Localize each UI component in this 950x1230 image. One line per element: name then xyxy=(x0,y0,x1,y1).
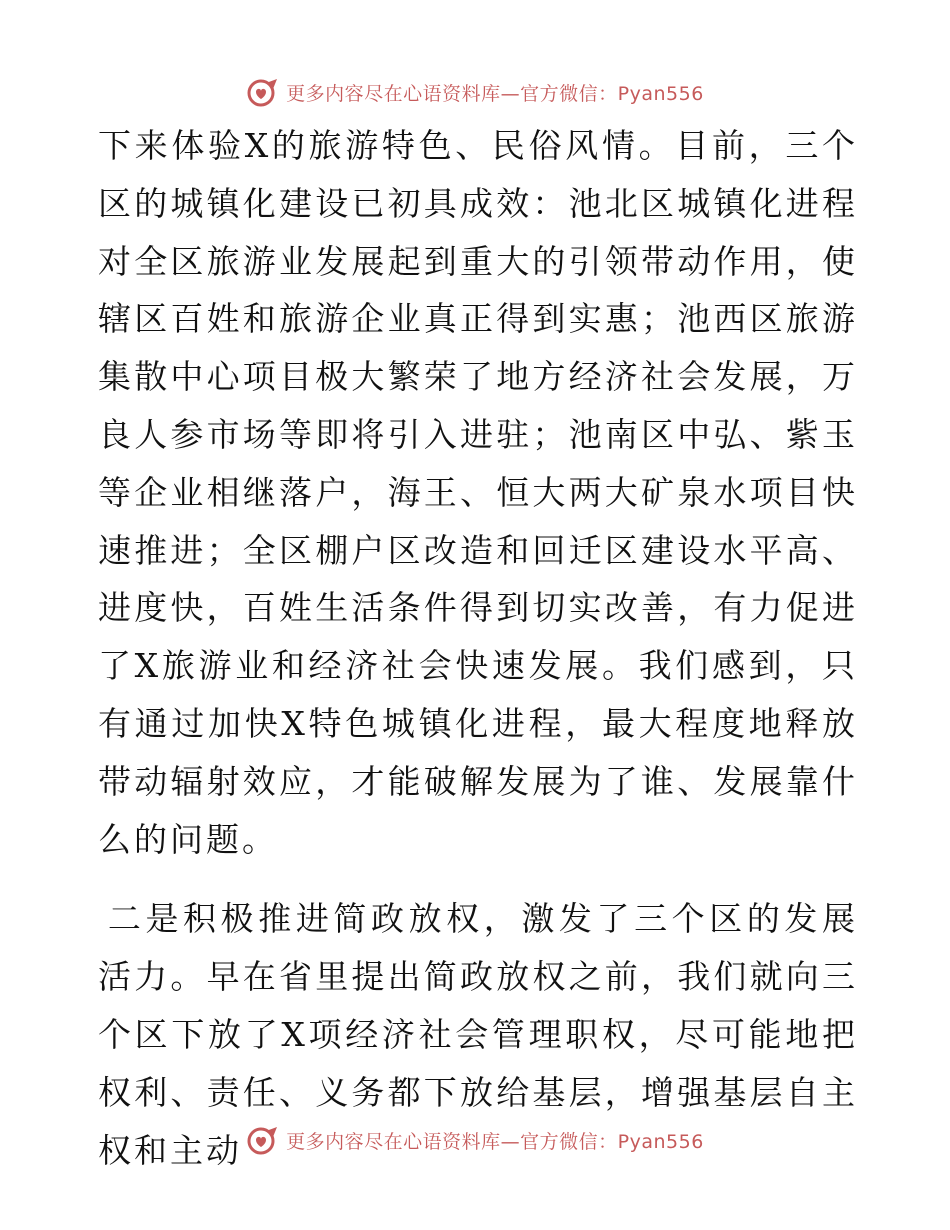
header-banner xyxy=(0,72,950,112)
header-banner-inner xyxy=(246,77,704,107)
header-banner-text: 更多内容尽在心语资料库—官方微信：Pyan556 xyxy=(286,82,704,105)
heart-pen-logo-icon xyxy=(246,77,280,107)
body-paragraph-1: 下来体验X的旅游特色、民俗风情。目前，三个区的城镇化建设已初具成效：池北区城镇化进程对全区旅游业发展起到重大的引领带动作用，使辖区百姓和旅游企业真正得到实惠；池西区旅游集散中心项目极大繁荣了地方经济社会发展，万良人参市场等即将引入进驻；池南区中弘、紫玉等企业相继落户，海王、恒大两大矿泉水项目快速推进；全区棚户区改造和回迁区建设水平高、进度快，百姓生活条件得到切实改善，有力促进了X旅游业和经济社会快速发展。我们感到，只有通过加快X特色城镇化进程，最大程度地释放带动辐射效应，才能破解发展为了谁、发展靠什么的问题。 xyxy=(98,126,858,859)
body-paragraph-2: 二是积极推进简政放权，激发了三个区的发展活力。早在省里提出简政放权之前，我们就向三个区下放了X项经济社会管理职权，尽可能地把权利、责任、义务都下放给基层，增强基层自主权和主动 xyxy=(98,899,858,1170)
heart-pen-logo-icon xyxy=(246,1125,280,1155)
footer-banner-text: 更多内容尽在心语资料库—官方微信：Pyan556 xyxy=(286,1130,704,1153)
footer-banner xyxy=(0,1120,950,1160)
footer-banner-inner xyxy=(246,1125,704,1155)
document-body xyxy=(98,117,858,1179)
